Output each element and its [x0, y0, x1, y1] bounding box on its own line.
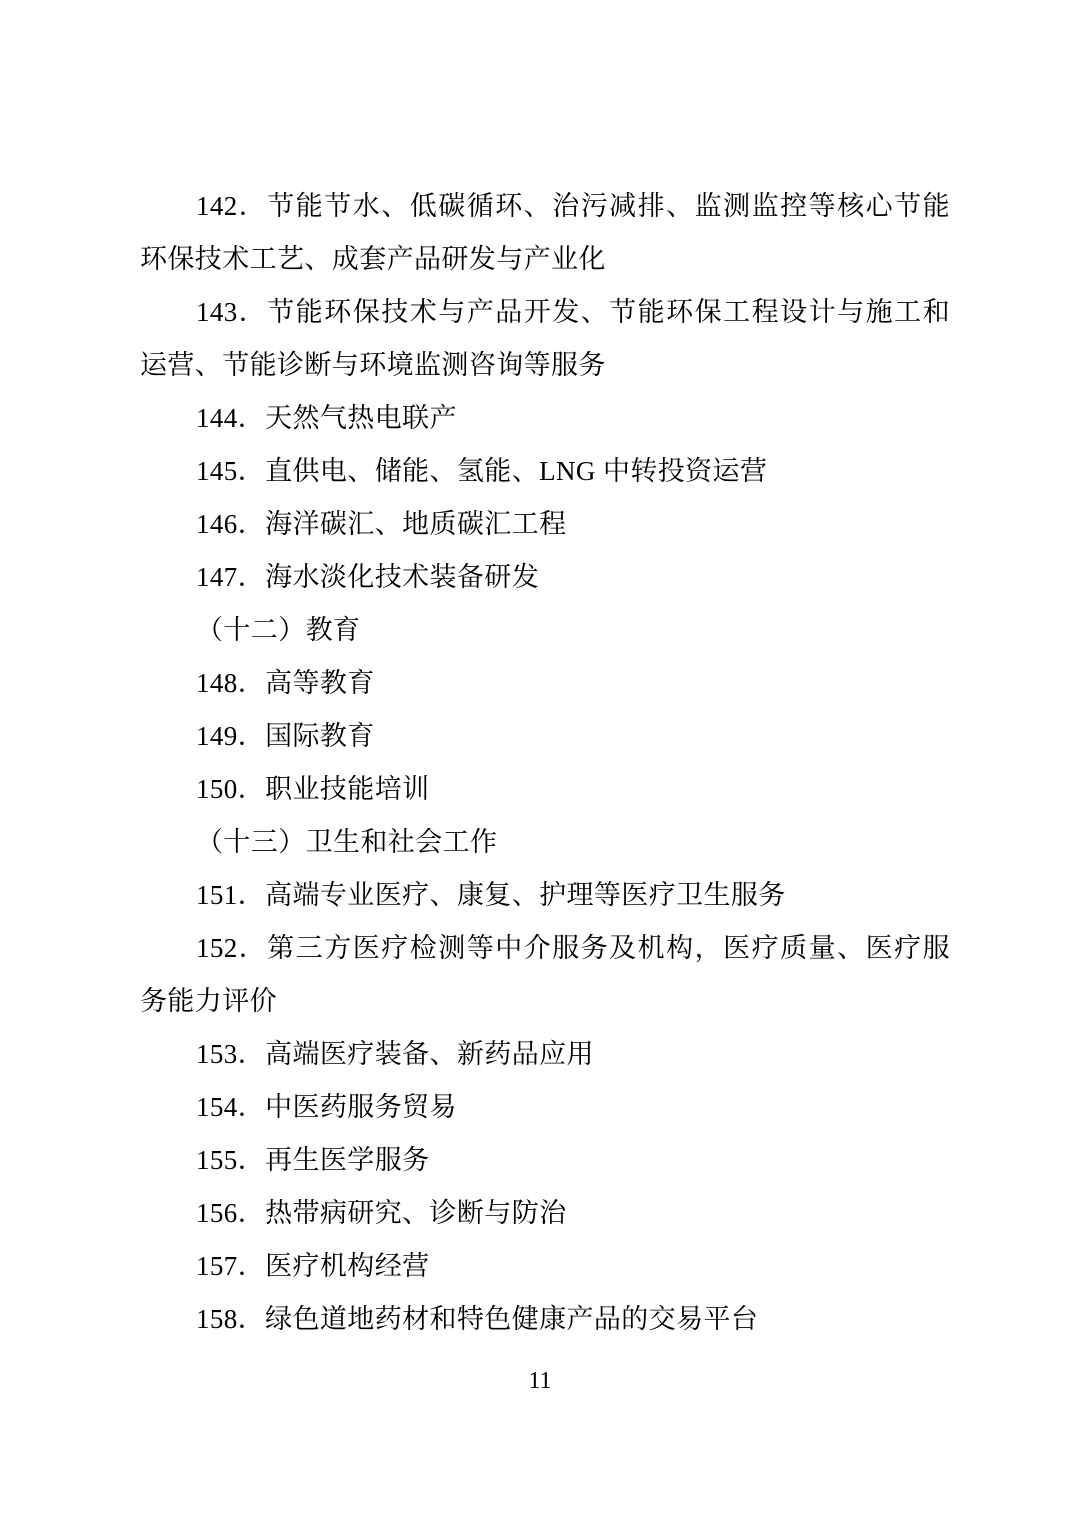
list-item: 155．再生医学服务: [196, 1145, 430, 1175]
list-item: 154．中医药服务贸易: [196, 1092, 457, 1122]
list-item: 152．第三方医疗检测等中介服务及机构，医疗质量、医疗服务能力评价: [140, 933, 950, 1016]
list-item: 156．热带病研究、诊断与防治: [196, 1198, 567, 1228]
list-item: 143．节能环保技术与产品开发、节能环保工程设计与施工和运营、节能诊断与环境监测咨询等服务: [140, 297, 950, 380]
list-item: 144．天然气热电联产: [196, 403, 457, 433]
list-item: 145．直供电、储能、氢能、LNG 中转投资运营: [196, 456, 768, 486]
document-body: [140, 180, 950, 1346]
list-item: 148．高等教育: [196, 668, 375, 698]
page-number: 11: [528, 1368, 552, 1394]
list-item: 157．医疗机构经营: [196, 1251, 430, 1281]
list-item: 149．国际教育: [196, 721, 375, 751]
list-item: 142．节能节水、低碳循环、治污减排、监测监控等核心节能环保技术工艺、成套产品研发与产业化: [140, 191, 950, 274]
section-heading: （十二）教育: [196, 615, 361, 645]
list-item: 147．海水淡化技术装备研发: [196, 562, 540, 592]
section-heading: （十三）卫生和社会工作: [196, 827, 498, 857]
list-item: 146．海洋碳汇、地质碳汇工程: [196, 509, 567, 539]
list-item: 153．高端医疗装备、新药品应用: [196, 1039, 594, 1069]
list-item: 158．绿色道地药材和特色健康产品的交易平台: [196, 1304, 759, 1334]
list-item: 150．职业技能培训: [196, 774, 430, 804]
list-item: 151．高端专业医疗、康复、护理等医疗卫生服务: [196, 880, 786, 910]
